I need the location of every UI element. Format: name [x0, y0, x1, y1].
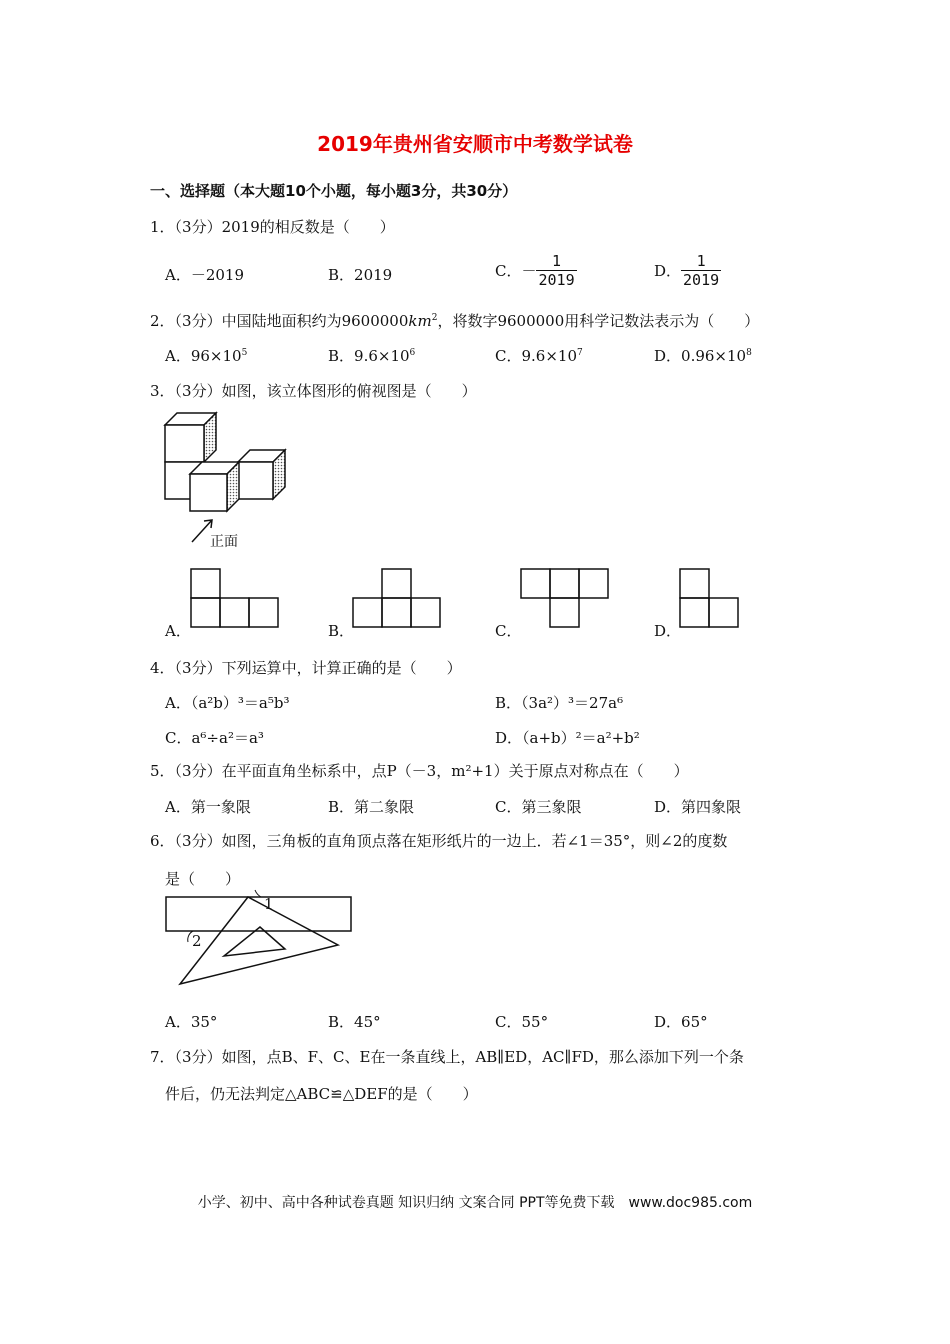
q1-d-fraction — [681, 252, 721, 289]
q6-option-c: C．55° — [495, 1013, 549, 1031]
q2-c-exp: 7 — [577, 348, 583, 358]
q2-c-text: C．9.6×10 — [495, 347, 577, 365]
q3-option-b-figure — [352, 568, 442, 628]
q5-option-b: B．第二象限 — [328, 798, 415, 816]
q2-option-b — [328, 345, 415, 366]
q1-d-prefix: D． — [654, 262, 682, 280]
section-heading: 一、选择题（本大题10个小题，每小题3分，共30分） — [150, 182, 518, 200]
q1-d-denominator: 2019 — [683, 271, 720, 289]
q2-stem-part2: ，将数字9600000用科学记数法表示为（ ） — [437, 312, 760, 330]
q1-option-a: A．－2019 — [165, 266, 245, 284]
q2-option-c — [495, 345, 583, 366]
q2-option-d — [654, 345, 752, 366]
q2-a-exp: 5 — [241, 348, 248, 358]
q3-option-c: C． — [495, 622, 522, 640]
q2-stem-part1: 2．（3分）中国陆地面积约为9600000 — [150, 312, 409, 330]
q2-b-text: B．9.6×10 — [328, 347, 410, 365]
q1-c-numerator: 1 — [552, 252, 562, 270]
question-5-stem: 5．（3分）在平面直角坐标系中，点P（－3，m²+1）关于原点对称点在（ ） — [150, 762, 689, 780]
q6-option-a: A．35° — [165, 1013, 218, 1031]
q3-option-d-figure — [679, 568, 741, 628]
q6-option-b: B．45° — [328, 1013, 381, 1031]
q4-option-b: B．（3a²）³＝27a⁶ — [495, 694, 624, 712]
q2-a-text: A．96×10 — [165, 347, 242, 365]
q3-option-a: A． — [165, 622, 191, 640]
q5-option-a: A．第一象限 — [165, 798, 251, 816]
angle-1-label: 1 — [264, 895, 274, 913]
q2-unit: km — [408, 312, 432, 330]
q1-c-fraction — [536, 252, 576, 289]
triangle-rectangle-figure — [160, 890, 360, 995]
front-view-label: 正面 — [210, 534, 238, 550]
question-6-stem-line2: 是（ ） — [165, 870, 241, 888]
q3-option-d: D． — [654, 622, 682, 640]
q2-d-exp: 8 — [746, 348, 752, 358]
q1-option-c — [495, 252, 577, 289]
question-3-stem: 3．（3分）如图，该立体图形的俯视图是（ ） — [150, 382, 477, 400]
question-7-stem-line2: 件后，仍无法判定△ABC≌△DEF的是（ ） — [165, 1085, 478, 1103]
q3-option-b: B． — [328, 622, 355, 640]
q2-d-text: D．0.96×10 — [654, 347, 747, 365]
question-4-stem: 4．（3分）下列运算中，计算正确的是（ ） — [150, 659, 462, 677]
q2-b-exp: 6 — [409, 348, 416, 358]
q4-option-d: D．（a+b）²＝a²+b² — [495, 729, 640, 747]
q3-option-c-figure — [520, 568, 610, 628]
q3-option-a-figure — [190, 568, 280, 628]
question-7-stem-line1: 7．（3分）如图，点B、F、C、E在一条直线上，AB∥ED，AC∥FD，那么添加下列一个条 — [150, 1048, 744, 1066]
question-6-stem-line1: 6．（3分）如图，三角板的直角顶点落在矩形纸片的一边上．若∠1＝35°，则∠2的度数 — [150, 832, 728, 850]
q5-option-c: C．第三象限 — [495, 798, 582, 816]
q5-option-d: D．第四象限 — [654, 798, 742, 816]
q1-option-d — [654, 252, 721, 289]
question-1-stem: 1．（3分）2019的相反数是（ ） — [150, 218, 395, 236]
question-2-stem — [150, 310, 759, 331]
q6-option-d: D．65° — [654, 1013, 708, 1031]
angle-2-label: 2 — [192, 932, 202, 950]
q4-option-a: A．（a²b）³＝a⁵b³ — [165, 694, 290, 712]
q2-unit-exponent: 2 — [431, 313, 438, 323]
exam-title: 2019年贵州省安顺市中考数学试卷 — [317, 132, 633, 156]
q1-c-denominator: 2019 — [538, 271, 575, 289]
q1-c-prefix: C．－ — [495, 262, 537, 280]
q1-d-numerator: 1 — [696, 252, 706, 270]
q2-option-a — [165, 345, 247, 366]
q4-option-c: C．a⁶÷a²＝a³ — [165, 729, 264, 747]
q1-option-b: B．2019 — [328, 266, 393, 284]
footer-text: 小学、初中、高中各种试卷真题 知识归纳 文案合同 PPT等免费下载 www.doc985.com — [197, 1195, 753, 1211]
